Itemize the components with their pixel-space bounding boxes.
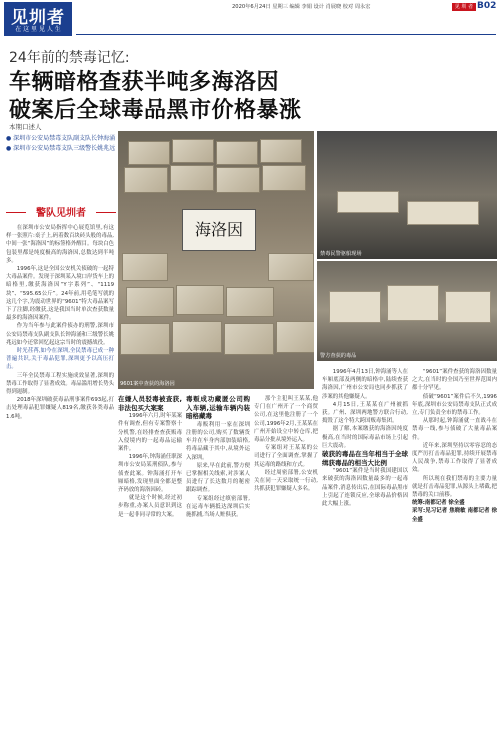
paragraph: “9601”案件是当时我国建国以来破获的海洛因数量最多的一起毒品案件,消息传出后,在国际毒品黑市上引起了连锁反应,全球毒品价格因此大幅上涨。	[322, 468, 408, 508]
heroin-brick	[268, 253, 314, 281]
seized-package	[445, 291, 491, 323]
highlight-paragraph: 时光荏苒,如今在深圳,全民禁毒已成一种普遍共识,关于毒品犯罪,深圳更予以高压打击。	[6, 348, 114, 371]
paragraph: 近年来,深圳坚持以零容忍的态度严厉打击毒品犯罪,持续开展禁毒人民战争,禁毒工作取得了显著成效。	[412, 442, 497, 474]
bottom-right-photo-caption: 警方查获的毒品	[320, 353, 357, 359]
main-photo-caption: 9601案中查获的海洛因	[120, 381, 175, 387]
seized-heroin-photo	[118, 131, 314, 389]
column-2-text	[118, 395, 182, 519]
paragraph: 1996年4月13日,钟海涌等人在车厢底部及两侧的暗格中,陆续查获海洛因,广州市公安局也同步抓获了涉案的其他嫌疑人。	[322, 369, 408, 400]
heroin-brick	[172, 321, 222, 353]
paragraph: 那个主犯叫王某某,他专门在广州开了一个商贸公司,在这里他注册了一个公司,1996年2月,王某某在广州开始设立中转仓库,把毒品分批从境外运入。	[254, 396, 318, 444]
page-number: B02	[477, 1, 497, 11]
heroin-label-sign: 海洛因	[182, 209, 256, 251]
paragraph: 原来,早在此前,警方便已掌握相关线索,对涉案人员进行了长达数月的秘密跟踪调查。	[186, 462, 250, 494]
paragraph: “9601”案件查获的海洛因数量之大,在当时的全国乃至世界范围内都十分罕见。	[412, 369, 497, 392]
header-rule	[76, 34, 496, 35]
narrator-list	[6, 134, 116, 154]
seized-package	[407, 201, 479, 225]
subhead: 破获的毒品在当年相当于全球缉获毒品的相当大比例	[322, 450, 408, 467]
tag-rule-left	[6, 212, 26, 213]
article-kicker: 24年前的禁毒记忆:	[9, 50, 130, 66]
heroin-brick	[226, 287, 274, 317]
paragraph: 侦破“9601”案件后不久,1996年底,深圳市公安局禁毒支队正式成立,专门负责全市的禁毒工作。	[412, 393, 497, 417]
heroin-brick	[260, 139, 302, 163]
tag-rule-right	[96, 212, 116, 213]
heroin-brick	[176, 285, 224, 315]
subhead: 毒贩成功藏匿公司购入车辆,运输车辆内装暗格藏毒	[186, 395, 250, 421]
heroin-brick	[124, 167, 168, 193]
paragraph: 1996年,钟海涌任职深圳市公安局某刑侦队,参与侦查此案。钟海涌打开车厢暗格,发现里面全都是整齐码放的海洛因砖。	[118, 454, 182, 494]
column-3-text	[186, 395, 250, 519]
heroin-brick	[224, 323, 274, 355]
section-tag-label: 警队见圳者	[36, 208, 86, 219]
section-badge: 见 圳 者	[452, 3, 476, 11]
narrator-item: ● 深圳市公安局禁毒支队副支队长钟海涌	[6, 135, 116, 142]
column-6-text	[412, 368, 497, 524]
seized-package	[329, 291, 381, 323]
seized-package	[337, 191, 399, 213]
section-tag	[6, 203, 116, 221]
headline-line-2: 破案后全球毒品黑市价格暴涨	[9, 98, 302, 123]
masthead	[0, 0, 500, 40]
column-4-text	[254, 395, 318, 493]
heroin-brick	[276, 321, 314, 353]
byline: 本期口述人	[9, 123, 42, 131]
paragraph: 经过周密部署,公安机关在同一天采取统一行动,共抓获犯罪嫌疑人多名。	[254, 469, 318, 493]
paragraph: 2018年深圳破获毒品刑事案件693起,打击处理毒品犯罪嫌疑人819名,缴获各类毒品1.6吨。	[6, 397, 114, 420]
heroin-brick	[126, 287, 174, 317]
heroin-brick	[172, 139, 214, 163]
seized-drugs-photo	[317, 261, 497, 361]
heroin-brick	[122, 253, 168, 281]
column-logo	[4, 2, 72, 36]
headline-line-1: 车辆暗格查获半吨多海洛因	[9, 70, 280, 95]
top-right-photo-caption: 禁毒民警驱船现场	[320, 251, 362, 257]
police-boat-photo	[317, 131, 497, 259]
heroin-brick	[170, 165, 214, 191]
logo-text: 见圳者	[11, 8, 65, 28]
paragraph: 就是这个时候,经过初步称重,办案人员意识到这是一起非同寻常的大案。	[118, 495, 182, 518]
paragraph: 毒贩利用一家在深圳注册的公司,购买了数辆货车并在车身内部加装暗格,将毒品藏于其中,从境外运入深圳。	[186, 421, 250, 461]
paragraph: 专案组对王某某的公司进行了全面调查,掌握了其运毒的路线和方式。	[254, 445, 318, 468]
column-5-text	[322, 368, 408, 508]
seized-package	[387, 285, 439, 321]
reporter-credit: 采写:见习记者 焦晓敏 南都记者 徐全盛	[412, 508, 497, 523]
editor-credit: 统筹:南都记者 徐全盛	[412, 500, 465, 507]
paragraph: 专案组经过缜密部署,在运毒车辆抵达深圳后实施抓捕,当场人赃俱获。	[186, 495, 250, 519]
dateline: 2020年6月24日 星期三 编辑 李娟 设计 肖展晓 校对 周永宏	[232, 4, 371, 10]
paragraph: 4月15日,王某某在广州被抓获。广州、深圳两地警方联合行动,捣毁了这个特大跨国贩毒集团。	[322, 401, 408, 425]
paragraph: 三年全民禁毒工程实施成效显著,深圳的禁毒工作取得了显著成效。毒品滥用增长势头得到遏制。	[6, 372, 114, 396]
paragraph: 据了解,本案缴获的海洛因纯度极高,在当时的国际毒品市场上引起巨大震动。	[322, 426, 408, 449]
paragraph: 在深圳市公安局指挥中心展览馆里,有这样一张照片:桌子上,码着数百块砖头般的毒品,中间一张“海洛因”的标签格外醒目。每块白色包装里都是纯度极高的海洛因,总数达到半吨多。	[6, 225, 114, 264]
heroin-brick	[262, 165, 306, 191]
heroin-brick	[216, 167, 260, 193]
paragraph: 1996年,这是全国公安机关侦破的一起特大毒品案件。发现于深圳某入境口岸货车上的暗格里,缴获海洛因“Y字系列”、“1119块”、“595.65公斤”。24年前,用毛笔写就的这几个字,为震动世界的“9601”特大毒品案写下了注脚,经缴获,这是我国当时单次查获数量最多的海洛因案件。	[6, 266, 114, 322]
heroin-brick	[216, 141, 258, 165]
narrator-item: ● 深圳市公安局禁毒支队三级警长姚兆远	[6, 145, 116, 152]
paragraph: 1996年六月,时年某案件有调查,但有专案警察十分机警,在经排查查获贩毒入侵境内的一起毒品运输案件。	[118, 413, 182, 452]
heroin-brick	[128, 141, 170, 165]
paragraph: 作为当年参与此案件侦办的刑警,深圳市公安局禁毒支队副支队长钟海涌和三级警长姚兆远如今还常回忆起这宗当时的震撼战役。	[6, 323, 114, 346]
subhead: 在嫌人员驳毒被查获,非法包买大案案	[118, 395, 182, 412]
logo-subtitle: 在 这 里 见 人 生	[15, 26, 61, 33]
paragraph: 从那时起,钟海涌就一直战斗在禁毒一线,参与侦破了大量毒品案件。	[412, 418, 497, 441]
paragraph: 所以现在我们禁毒的主要力量就是打击毒品犯罪,从源头上堵截,把禁毒的关口前移。	[412, 475, 497, 499]
heroin-brick	[120, 323, 170, 355]
left-column-text	[6, 224, 114, 744]
